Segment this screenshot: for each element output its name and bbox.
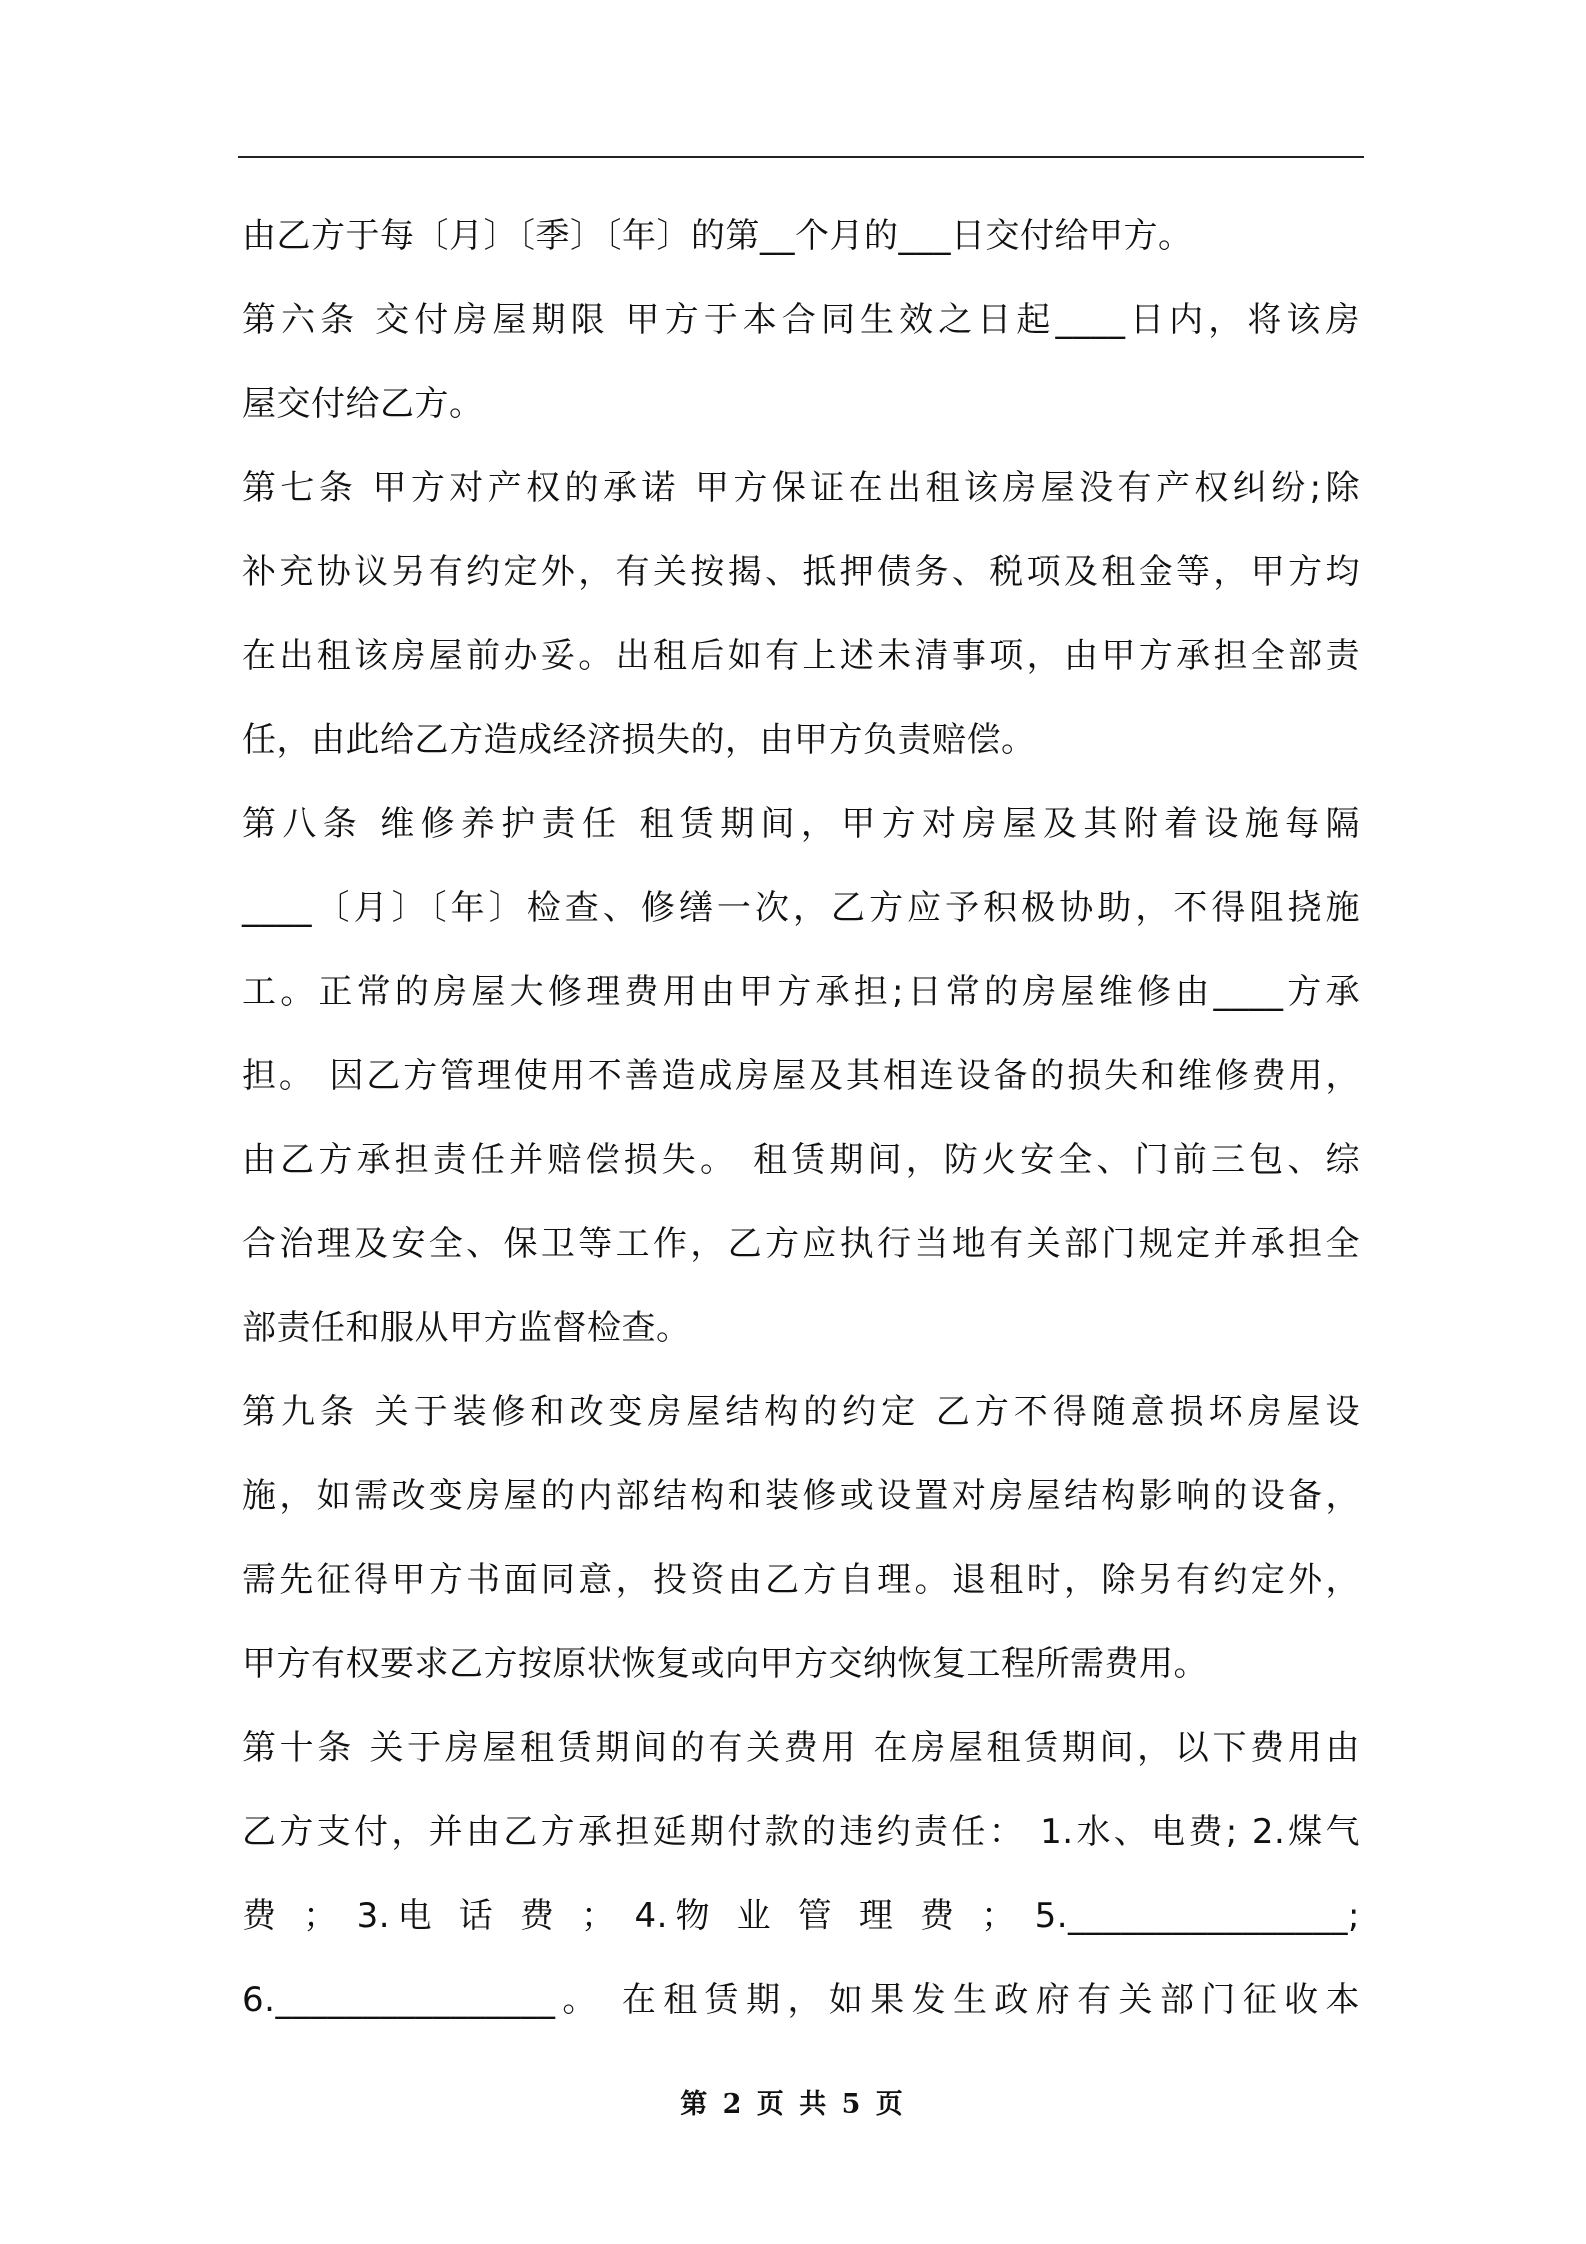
text-line: 第八条 维修养护责任 租赁期间，甲方对房屋及其附着设施每隔 [242,804,1360,844]
text-line: 担。 因乙方管理使用不善造成房屋及其相连设备的损失和维修费用， [242,1056,1360,1096]
text-line: 费 ； 3.电 话 费 ； 4.物 业 管 理 费 ； 5.________________; [242,1896,1360,1936]
text-line: 在出租该房屋前办妥。出租后如有上述未清事项，由甲方承担全部责 [242,636,1360,676]
text-line: 补充协议另有约定外，有关按揭、抵押债务、税项及租金等，甲方均 [242,552,1360,592]
text-line: 6.________________。 在租赁期，如果发生政府有关部门征收本 [242,1980,1360,2020]
page-number-footer: 第 2 页 共 5 页 [680,2089,906,2120]
contract-body [242,194,1360,2042]
text-line: 屋交付给乙方。 [242,384,484,424]
text-line: 第十条 关于房屋租赁期间的有关费用 在房屋租赁期间，以下费用由 [242,1728,1360,1768]
text-line: 工。正常的房屋大修理费用由甲方承担;日常的房屋维修由____方承 [242,972,1360,1012]
text-line: 由乙方承担责任并赔偿损失。 租赁期间，防火安全、门前三包、综 [242,1140,1360,1180]
text-line: 甲方有权要求乙方按原状恢复或向甲方交纳恢复工程所需费用。 [242,1644,1208,1684]
text-line: 第七条 甲方对产权的承诺 甲方保证在出租该房屋没有产权纠纷;除 [242,468,1360,508]
header-rule [238,156,1364,158]
text-line: 施，如需改变房屋的内部结构和装修或设置对房屋结构影响的设备， [242,1476,1360,1516]
text-line: ____〔月〕〔年〕检查、修缮一次，乙方应予积极协助，不得阻挠施 [242,888,1360,928]
text-line: 由乙方于每〔月〕〔季〕〔年〕的第__个月的___日交付给甲方。 [242,216,1193,256]
text-line: 乙方支付，并由乙方承担延期付款的违约责任： 1.水、电费; 2.煤气 [242,1812,1360,1852]
text-line: 需先征得甲方书面同意，投资由乙方自理。退租时，除另有约定外， [242,1560,1360,1600]
text-line: 第六条 交付房屋期限 甲方于本合同生效之日起____日内，将该房 [242,300,1360,340]
text-line: 合治理及安全、保卫等工作，乙方应执行当地有关部门规定并承担全 [242,1224,1360,1264]
text-line: 第九条 关于装修和改变房屋结构的约定 乙方不得随意损坏房屋设 [242,1392,1360,1432]
text-line: 任，由此给乙方造成经济损失的，由甲方负责赔偿。 [242,720,1036,760]
text-line: 部责任和服从甲方监督检查。 [242,1308,691,1348]
